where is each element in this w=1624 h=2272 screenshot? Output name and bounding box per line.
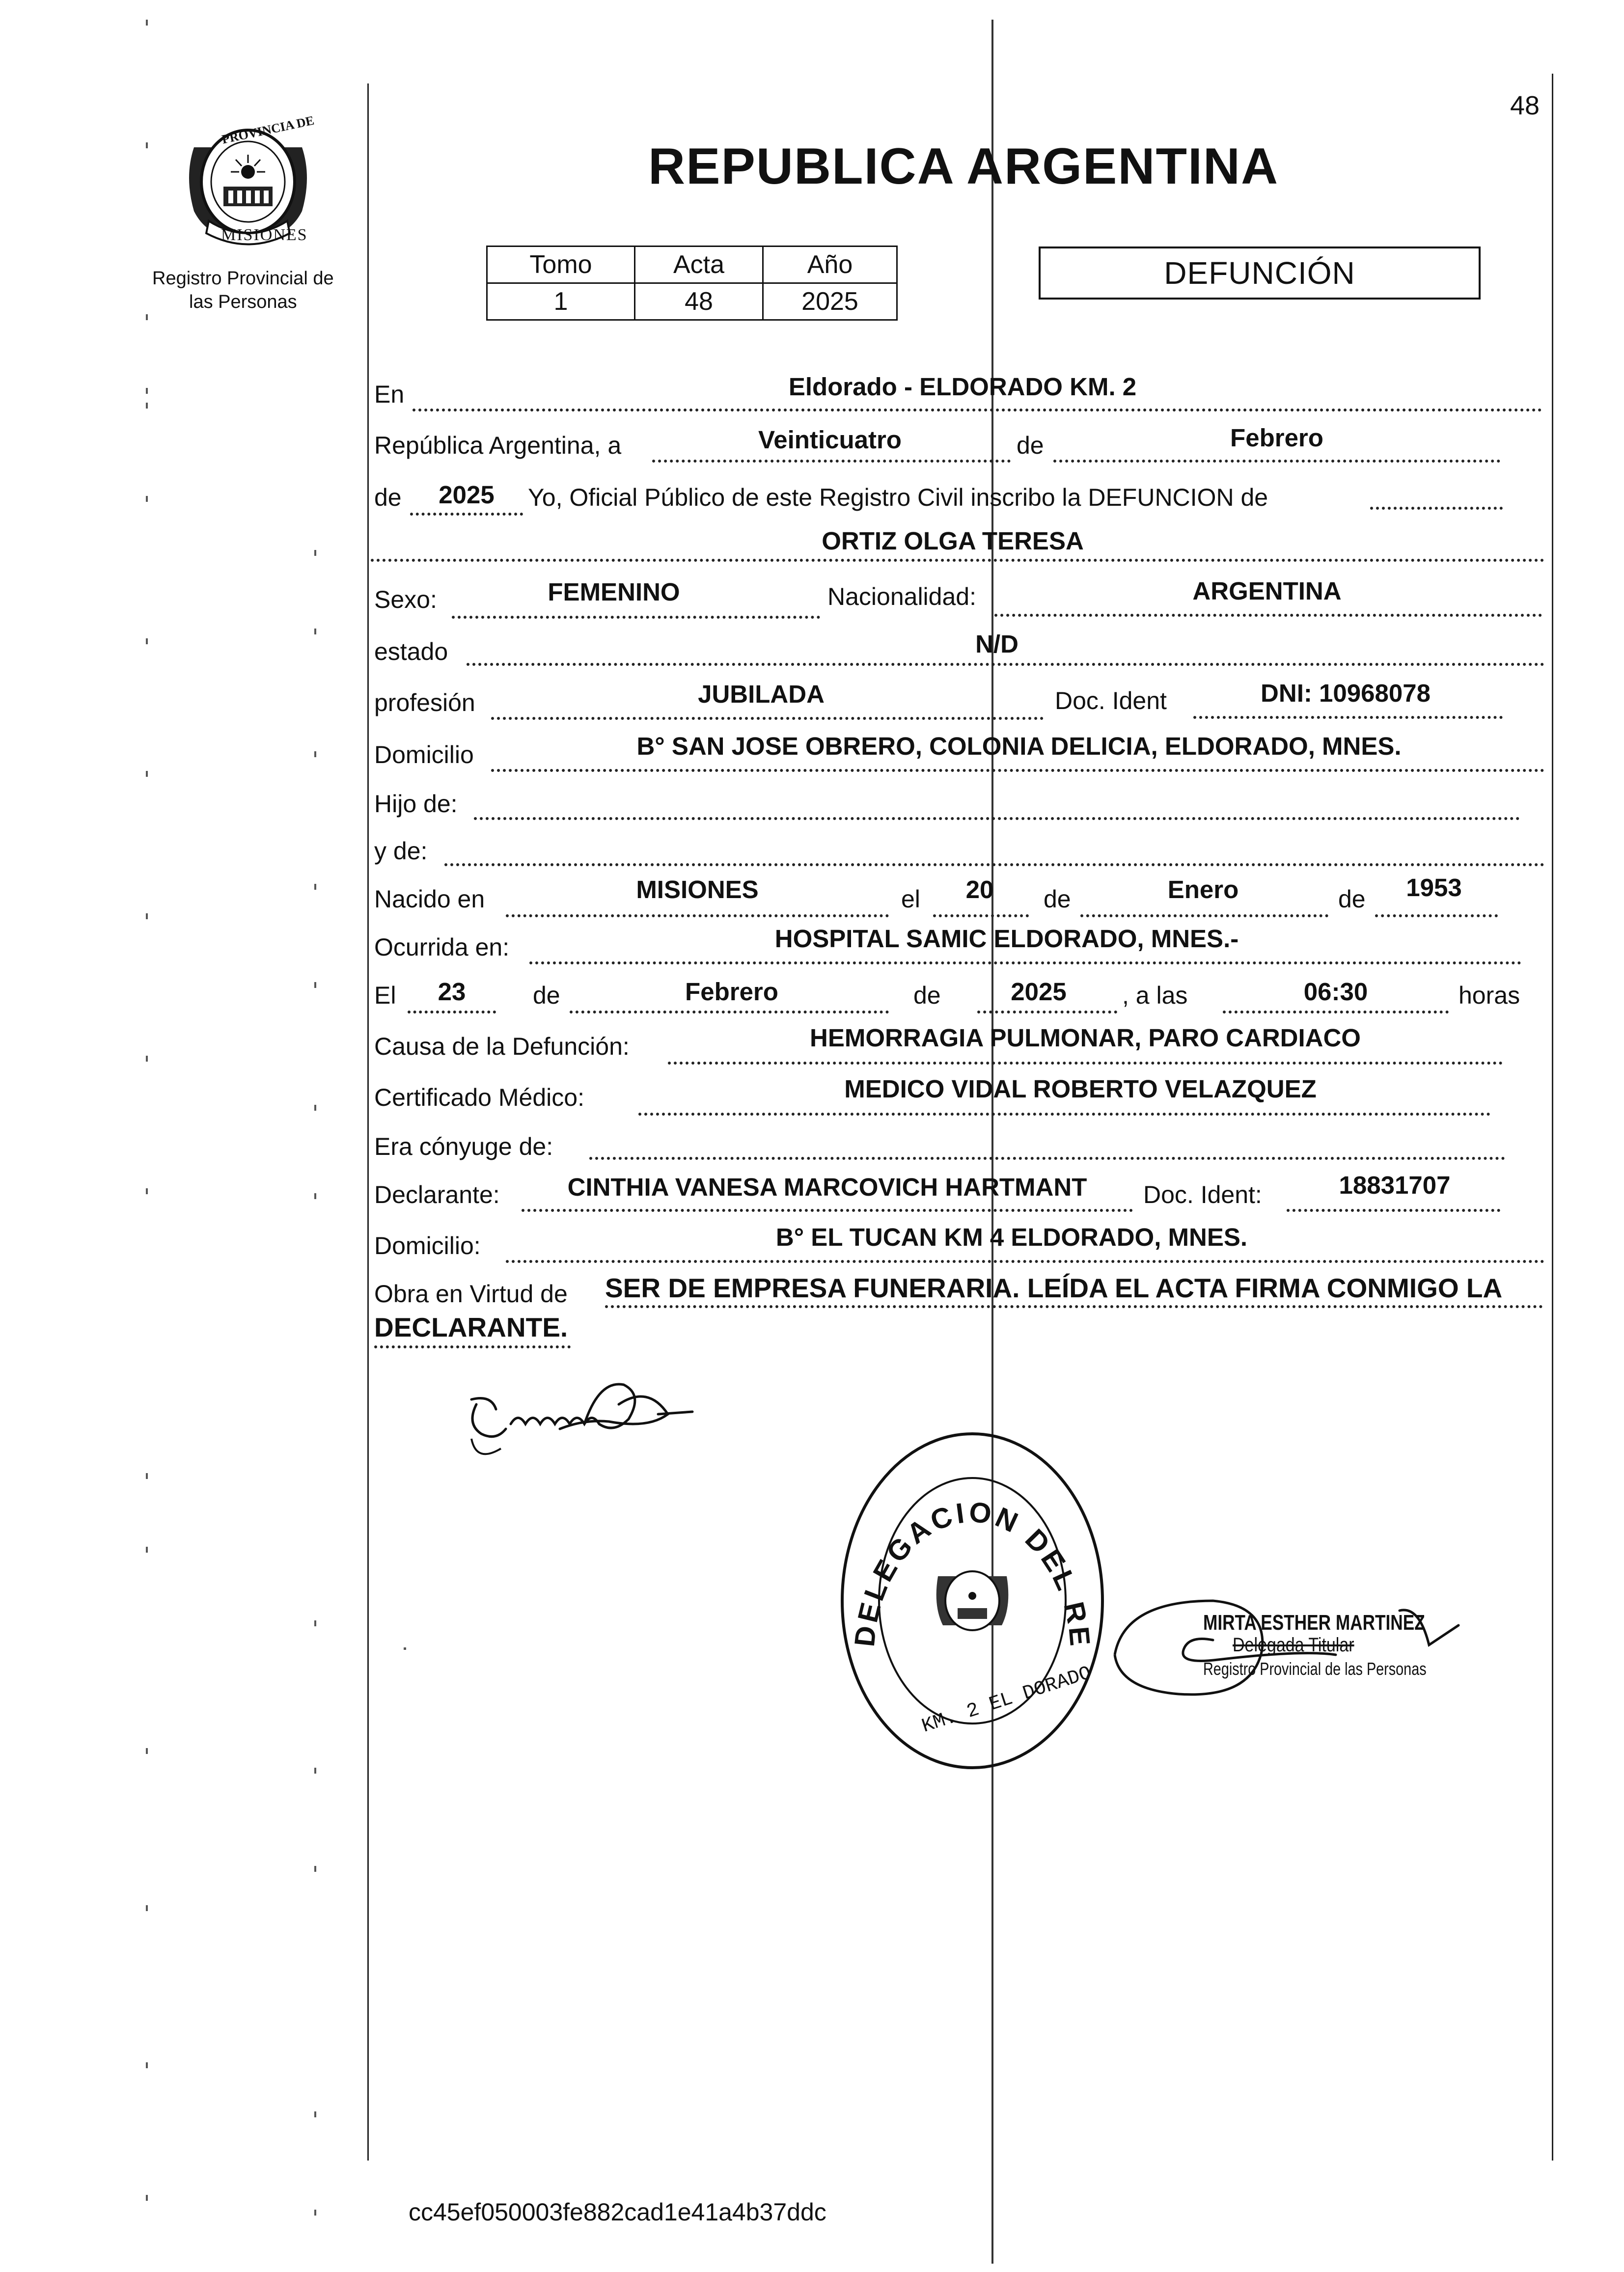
profesion-line [491,717,1044,720]
hijo-line [474,817,1520,820]
certificado-value: MEDICO VIDAL ROBERTO VELAZQUEZ [844,1075,1317,1103]
profesion-label: profesión [374,689,475,716]
official-seal [835,1424,1110,1778]
nacido-value: MISIONES [636,876,759,903]
yde-line [444,863,1544,866]
seal-inner-text: KM. 2 EL DORADO [919,1662,1095,1738]
volume-table-header-row [487,246,897,283]
certificado-label: Certificado Médico: [374,1084,584,1111]
intro-line [1370,507,1503,510]
decl-dom-label: Domicilio: [374,1232,481,1259]
en-value: Eldorado - ELDORADO KM. 2 [788,373,1137,401]
province-logo [174,108,322,255]
decl-doc-label: Doc. Ident: [1143,1181,1262,1208]
causa-label: Causa de la Defunción: [374,1033,630,1060]
nacionalidad-line [994,614,1542,617]
birth-day-line [933,914,1029,917]
act-type-box [1039,246,1481,300]
death-time-line [1223,1011,1449,1013]
table-header-acta: Acta [635,246,763,283]
obra-label: Obra en Virtud de [374,1280,568,1308]
doc-value: DNI: 10968078 [1261,679,1431,707]
registry-caption-line2: las Personas [189,292,297,312]
birth-month: Enero [1167,876,1239,903]
domicilio-line [491,769,1544,772]
death-el-label: El [374,982,396,1009]
domicilio-value: B° SAN JOSE OBRERO, COLONIA DELICIA, ELDORADO, MNES. [636,732,1402,760]
death-year: 2025 [1011,978,1067,1006]
table-value-tomo: 1 [487,283,635,320]
death-month-line [570,1011,889,1013]
ocurrida-value: HOSPITAL SAMIC ELDORADO, MNES.- [774,925,1239,953]
year-line [410,513,523,516]
sexo-value: FEMENINO [548,578,680,606]
doc-line [1193,716,1503,719]
decl-dom-value: B° EL TUCAN KM 4 ELDORADO, MNES. [775,1223,1248,1251]
nacionalidad-value: ARGENTINA [1192,577,1342,605]
sexo-label: Sexo: [374,586,437,613]
death-month: Febrero [685,978,778,1006]
logo-top-text: PROVINCIA DE [220,113,316,147]
volume-table [486,246,898,321]
nacido-label: Nacido en [374,885,485,913]
conyuge-label: Era cónyuge de: [374,1133,553,1160]
month-value: Febrero [1230,424,1323,452]
yde-label: y de: [374,837,428,865]
birth-month-line [1080,914,1328,917]
birth-el-label: el [901,885,920,913]
nacido-line [506,914,889,917]
nacionalidad-label: Nacionalidad: [827,583,976,610]
declarante-label: Declarante: [374,1181,500,1208]
footer-hash: cc45ef050003fe882cad1e41a4b37ddc [409,2198,826,2226]
scan-fold-line [991,20,993,2264]
obra-line1 [605,1305,1543,1308]
conyuge-line [589,1157,1505,1160]
act-type-label: DEFUNCIÓN [1164,255,1355,291]
official-org: Registro Provincial de las Personas [1203,1659,1427,1679]
decl-doc-value: 18831707 [1339,1171,1451,1199]
declarante-value: CINTHIA VANESA MARCOVICH HARTMANT [567,1173,1087,1201]
certificado-line [638,1113,1490,1116]
sexo-line [452,616,820,619]
seal-ring-text: DELEGACION DEL RE [848,1496,1097,1650]
year-de-label: de [374,484,402,511]
death-de2-label: de [913,982,941,1009]
obra-value-line2: DECLARANTE. [374,1312,568,1342]
registry-seal-icon [835,1424,1110,1778]
official-title: Delegada Titular [1233,1634,1354,1656]
page-title: REPUBLICA ARGENTINA [648,138,1279,195]
table-value-ano: 2025 [763,283,897,320]
birth-de2-label: de [1338,885,1366,913]
estado-value: N/D [975,630,1018,658]
en-line [413,409,1542,411]
declarante-line [522,1209,1133,1212]
birth-de1-label: de [1044,885,1071,913]
name-line [371,559,1544,562]
official-stamp [1105,1571,1547,1719]
left-border-line [367,83,369,2161]
table-header-tomo: Tomo [487,246,635,283]
deceased-name: ORTIZ OLGA TERESA [822,527,1084,555]
profesion-value: JUBILADA [698,680,825,708]
doc-label: Doc. Ident [1055,687,1167,714]
logo-bottom-text: MISIONES [221,226,308,244]
death-de1-label: de [533,982,560,1009]
domicilio-label: Domicilio [374,741,474,768]
republica-label: República Argentina, a [374,432,622,459]
ocurrida-line [529,961,1521,964]
volume-table-value-row [487,283,897,320]
horas-label: horas [1459,982,1520,1009]
decl-doc-line [1287,1209,1500,1212]
declarant-signature [462,1375,717,1473]
official-name: MIRTA ESTHER MARTINEZ [1203,1611,1425,1635]
year-value: 2025 [439,481,495,509]
decl-dom-line [506,1260,1544,1263]
scan-speck [404,1647,406,1650]
death-year-line [977,1011,1117,1013]
table-header-ano: Año [763,246,897,283]
ocurrida-label: Ocurrida en: [374,933,510,961]
birth-day: 20 [965,876,994,903]
birth-year: 1953 [1406,874,1462,902]
day-value: Veinticuatro [758,426,902,454]
estado-line [467,663,1544,666]
intro-text: Yo, Oficial Público de este Registro Civil inscribo la DEFUNCION de [528,484,1268,511]
death-time: 06:30 [1303,978,1368,1006]
hijo-label: Hijo de: [374,790,458,818]
causa-line [668,1062,1503,1065]
table-value-acta: 48 [635,283,763,320]
page-number: 48 [1510,91,1540,120]
obra-value-line1: SER DE EMPRESA FUNERARIA. LEÍDA EL ACTA FIRMA CONMIGO LA [605,1273,1503,1303]
obra-line2 [374,1345,571,1348]
birth-year-line [1375,914,1498,917]
death-day: 23 [438,978,466,1006]
right-border-line [1552,74,1553,2161]
estado-label: estado [374,638,448,665]
death-day-line [408,1011,496,1013]
month-de-label: de [1017,432,1044,459]
month-line [1053,460,1500,463]
en-label: En [374,381,405,408]
registry-caption-line1: Registro Provincial de [152,268,334,289]
alas-label: , a las [1122,982,1188,1009]
day-line [652,460,1011,463]
causa-value: HEMORRAGIA PULMONAR, PARO CARDIACO [810,1024,1361,1052]
